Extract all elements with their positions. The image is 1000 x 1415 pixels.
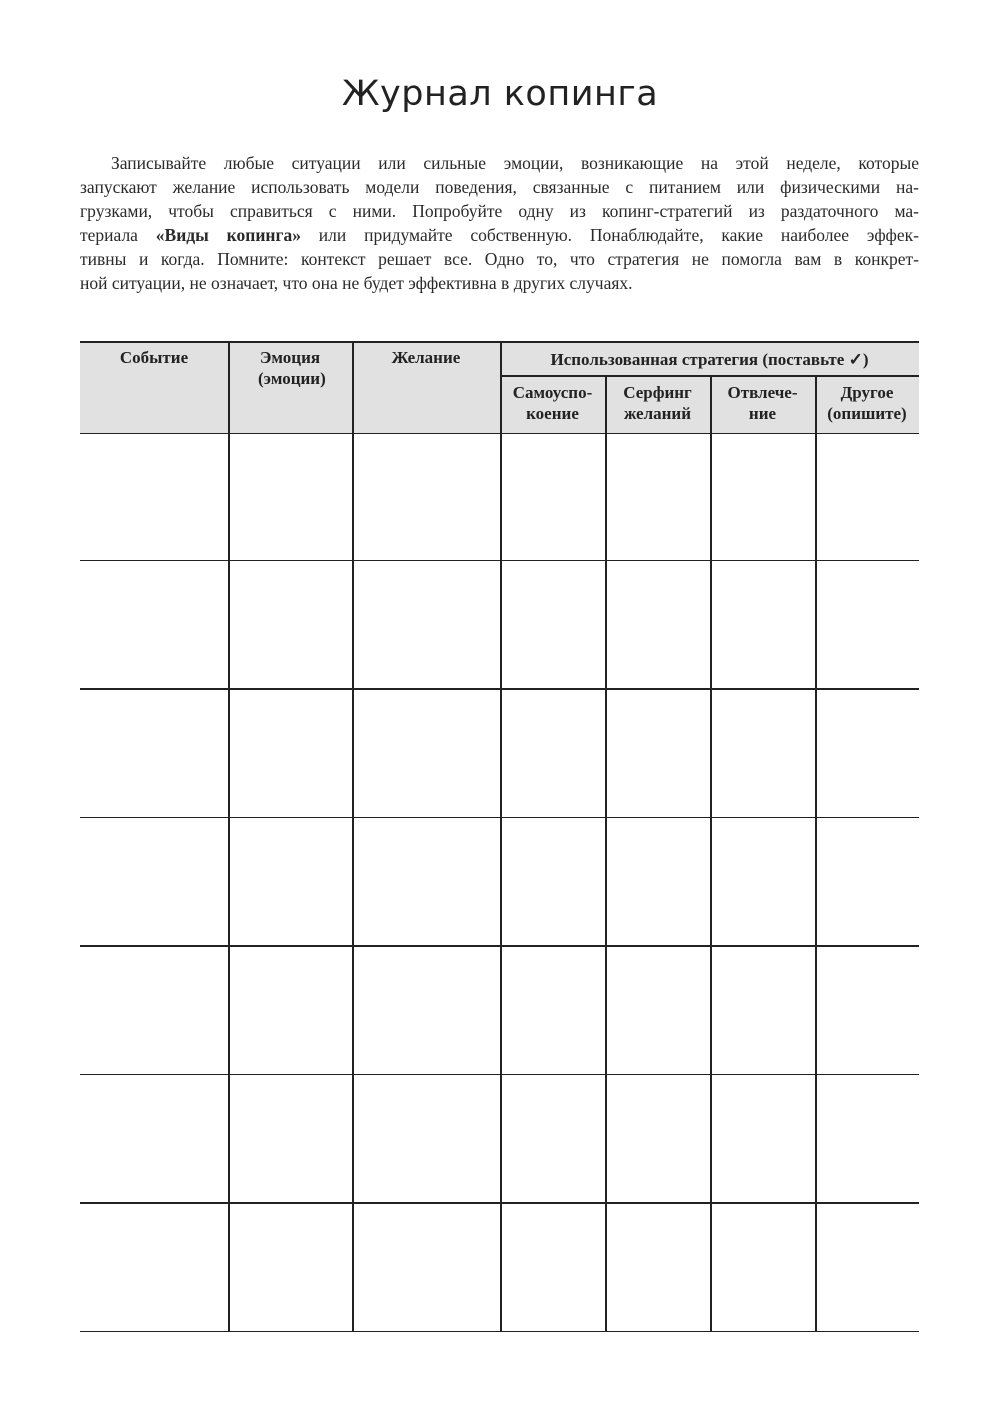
table-cell[interactable]: [605, 818, 710, 947]
table-cell[interactable]: [500, 946, 605, 1075]
table-cell[interactable]: [500, 818, 605, 947]
table-cell[interactable]: [80, 689, 228, 818]
table-cell[interactable]: [228, 946, 352, 1075]
table-cell[interactable]: [710, 1203, 815, 1332]
table-cell[interactable]: [228, 432, 352, 561]
table-cell[interactable]: [500, 1075, 605, 1204]
table-cell[interactable]: [228, 561, 352, 690]
intro-line: ной ситуации, не означает, что она не будет эффективна в других случаях.: [80, 273, 633, 293]
table-cell[interactable]: [80, 818, 228, 947]
table-cell[interactable]: [80, 561, 228, 690]
header-distraction: Отвлече- ние: [727, 383, 798, 423]
table-cell[interactable]: [605, 1075, 710, 1204]
table-cell[interactable]: [228, 1075, 352, 1204]
intro-line: Записывайте любые ситуации или сильные эмоции, возникающие на этой неделе, которые: [111, 153, 919, 173]
table-cell[interactable]: [80, 432, 228, 561]
table-cell[interactable]: [815, 946, 919, 1075]
handout-title: «Виды копинга»: [155, 225, 301, 245]
table-cell[interactable]: [228, 689, 352, 818]
table-cell[interactable]: [710, 818, 815, 947]
table-cell[interactable]: [710, 432, 815, 561]
table-cell[interactable]: [500, 1203, 605, 1332]
table-cell[interactable]: [80, 946, 228, 1075]
table-cell[interactable]: [352, 818, 500, 947]
table-cell[interactable]: [228, 1203, 352, 1332]
table-cell[interactable]: [500, 689, 605, 818]
intro-paragraph: [80, 151, 919, 295]
table-cell[interactable]: [500, 432, 605, 561]
column-divider: [605, 375, 607, 1332]
page-title: Журнал копинга: [341, 74, 659, 114]
table-cell[interactable]: [815, 689, 919, 818]
intro-text: териала: [80, 225, 156, 245]
intro-line: грузками, чтобы справиться с ними. Попробуйте одну из копинг-стратегий из раздаточного ма-: [80, 201, 919, 221]
intro-text: или придумайте собственную. Понаблюдайте, какие наиболее эффек-: [300, 225, 919, 245]
table-cell[interactable]: [605, 689, 710, 818]
table-cell[interactable]: [605, 432, 710, 561]
column-divider: [352, 341, 354, 1332]
table-cell[interactable]: [815, 818, 919, 947]
header-event: Событие: [119, 348, 189, 367]
table-cell[interactable]: [710, 689, 815, 818]
table-cell[interactable]: [815, 1203, 919, 1332]
table-cell[interactable]: [352, 432, 500, 561]
table-cell[interactable]: [815, 432, 919, 561]
header-self-soothing: Самоуспо- коение: [512, 383, 593, 423]
table-cell[interactable]: [352, 1075, 500, 1204]
column-divider: [815, 375, 817, 1332]
table-cell[interactable]: [500, 561, 605, 690]
table-cell[interactable]: [710, 1075, 815, 1204]
column-divider: [710, 375, 712, 1332]
table-cell[interactable]: [228, 818, 352, 947]
header-desire: Желание: [391, 348, 461, 367]
table-cell[interactable]: [605, 946, 710, 1075]
table-cell[interactable]: [605, 1203, 710, 1332]
table-cell[interactable]: [710, 946, 815, 1075]
column-divider: [500, 341, 502, 1332]
intro-line: запускают желание использовать модели поведения, связанные с питанием или физическими на-: [80, 177, 919, 197]
table-cell[interactable]: [815, 561, 919, 690]
header-other: Другое (опишите): [827, 383, 907, 423]
intro-line: тивны и когда. Помните: контекст решает все. Одно то, что стратегия не помогла вам в конкрет-: [80, 249, 919, 269]
table-cell[interactable]: [80, 1203, 228, 1332]
table-cell[interactable]: [352, 561, 500, 690]
header-emotion: Эмоция (эмоции): [258, 348, 326, 388]
table-cell[interactable]: [815, 1075, 919, 1204]
column-divider: [228, 341, 230, 1332]
table-cell[interactable]: [352, 946, 500, 1075]
table-cell[interactable]: [352, 689, 500, 818]
table-cell[interactable]: [605, 561, 710, 690]
header-urge-surfing: Серфинг желаний: [623, 383, 692, 423]
table-cell[interactable]: [352, 1203, 500, 1332]
intro-line: [80, 223, 919, 247]
table-cell[interactable]: [80, 1075, 228, 1204]
table-cell[interactable]: [710, 561, 815, 690]
header-strategy: Использованная стратегия (поставьте ✓): [550, 350, 869, 369]
